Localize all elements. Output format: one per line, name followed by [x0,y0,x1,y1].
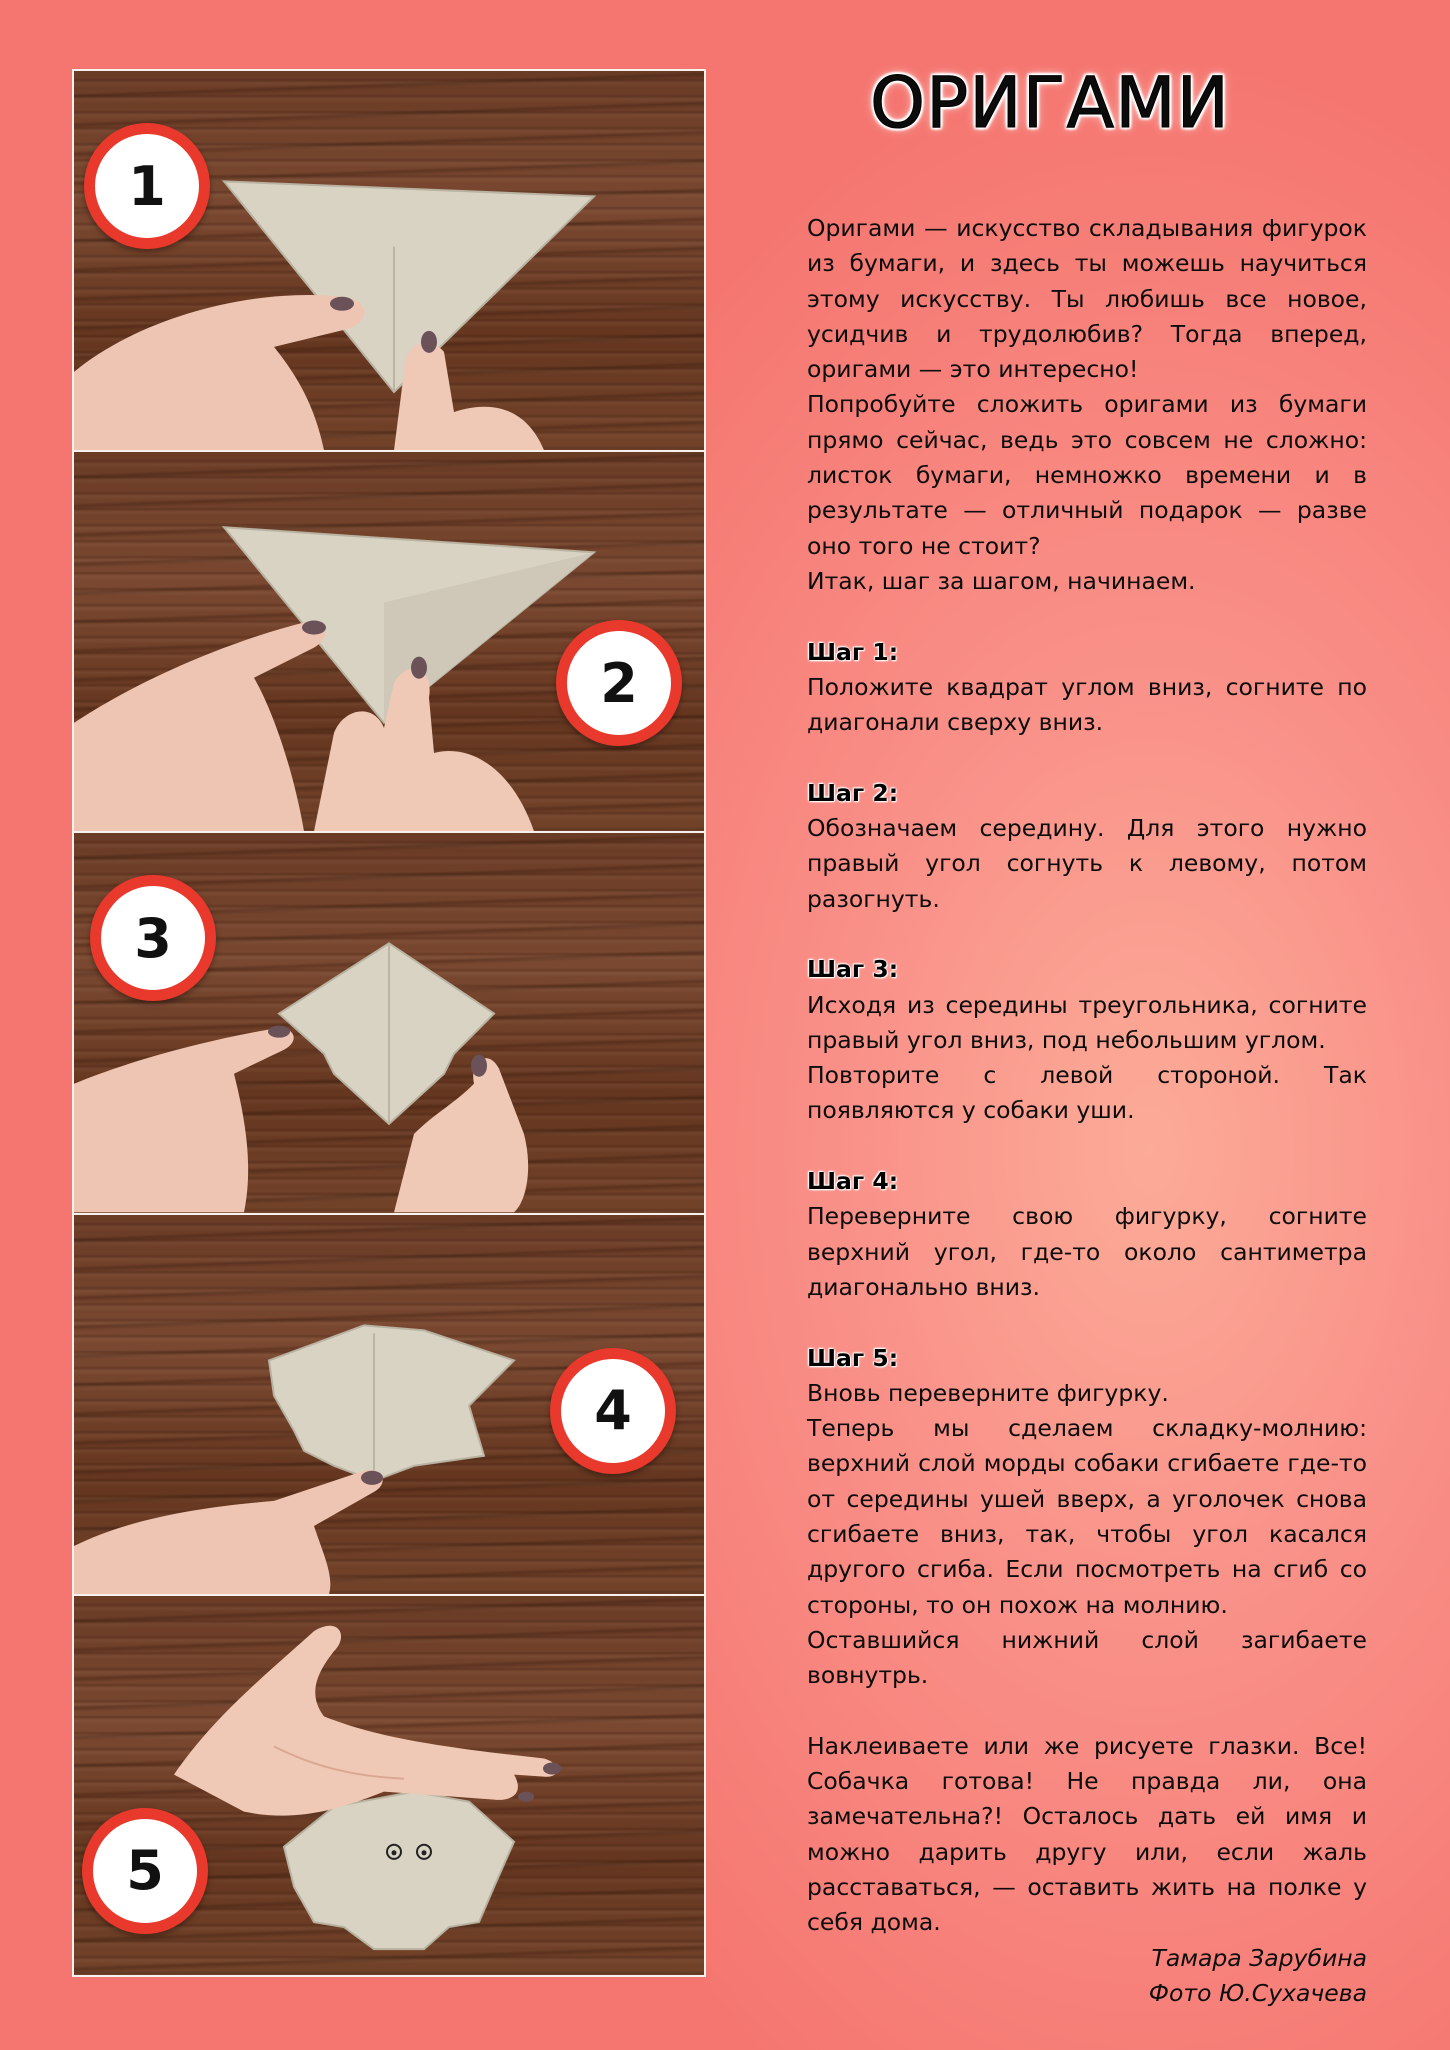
intro-paragraph-2: Попробуйте сложить оригами из бумаги прямо сейчас, ведь это совсем не сложно: листок бумаги, немножко времени и в результате — отличный подарок — разве оно того не стоит? [807,390,1367,560]
step-3-text-2: Повторите с левой стороной. Так появляются у собаки уши. [807,1061,1367,1125]
step-2-text: Обозначаем середину. Для этого нужно правый угол согнуть к левому, потом разогнуть. [807,814,1367,913]
intro-paragraph-1: Оригами — искусство складывания фигурок из бумаги, и здесь ты можешь научиться этому искусству. Ты любишь все новое, усидчив и трудолюбив? Тогда вперед, оригами — это интересно! [807,214,1367,384]
step-badge-2: 2 [556,620,682,746]
step-badge-3: 3 [90,875,216,1001]
step-photo-5 [74,1596,704,1975]
step-5-text-1: Вновь переверните фигурку. [807,1378,1169,1407]
photo-strip [72,69,706,1977]
step-badge-5: 5 [82,1808,208,1934]
author-credit: Тамара Зарубина [1151,1943,1367,1972]
step-badge-4: 4 [550,1348,676,1474]
step-5-text-2: Теперь мы сделаем складку-молнию: верхний слой морды собаки сгибаете где-то от середины ушей вверх, а уголочек снова сгибаете вниз, так, чтобы угол касался другого сгиба. Если посмотреть на сгиб со стороны, то он похож на молнию. [807,1414,1367,1619]
step-2-heading: Шаг 2: [807,778,899,807]
step-badge-1: 1 [84,123,210,249]
step-1-heading: Шаг 1: [807,637,899,666]
article-body [807,211,1367,2011]
outro-paragraph: Наклеиваете или же рисуете глазки. Все! Собачка готова! Не правда ли, она замечательна?! Осталось дать ей имя и можно дарить другу или, если жаль расставаться, — оставить жить на полке у себя дома. [807,1731,1367,1937]
step-photo-1 [74,71,704,450]
photo-credit: Фото Ю.Сухачева [1148,1978,1367,2007]
step-photo-3 [74,833,704,1212]
step-photo-2 [74,452,704,831]
step-1-text: Положите квадрат углом вниз, согните по диагонали сверху вниз. [807,672,1367,737]
step-photo-4 [74,1215,704,1594]
page-title: ОРИГАМИ [869,62,1230,144]
step-3-text-1: Исходя из середины треугольника, согните правый угол вниз, под небольшим углом. [807,990,1367,1054]
step-4-heading: Шаг 4: [807,1167,899,1196]
step-5-text-3: Оставшийся нижний слой загибаете вовнутрь. [807,1625,1367,1690]
step-5-heading: Шаг 5: [807,1343,899,1372]
step-3-heading: Шаг 3: [807,955,899,984]
intro-paragraph-3: Итак, шаг за шагом, начинаем. [807,566,1196,595]
step-4-text: Переверните свою фигурку, согните верхний угол, где-то около сантиметра диагонально вниз. [807,1202,1367,1301]
